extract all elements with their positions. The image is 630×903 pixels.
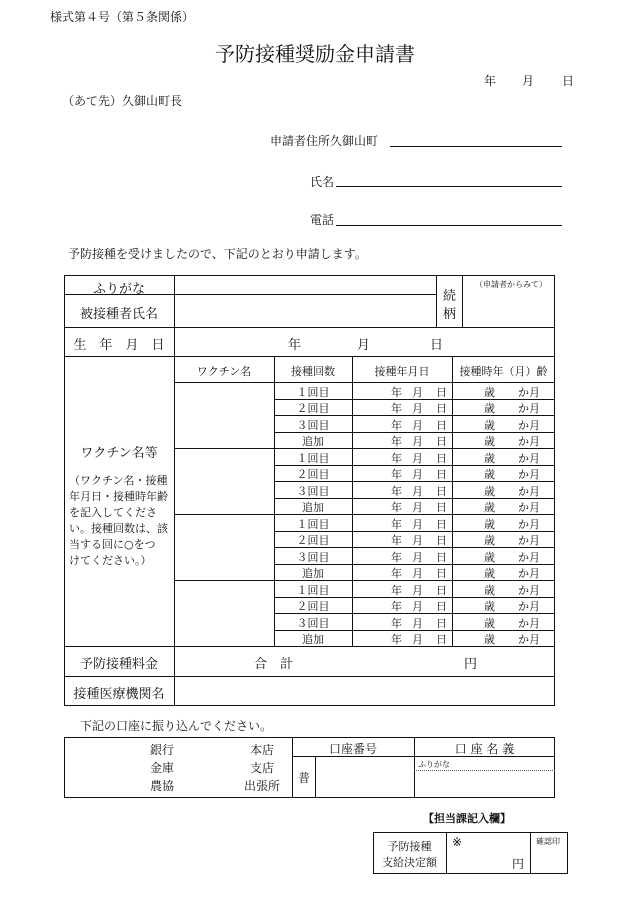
date-month-label: 月 (522, 74, 535, 88)
clinic-label: 接種医療機関名 (73, 687, 165, 702)
account-number-label: 口座番号 (328, 742, 377, 756)
age-year-label: 歳 (484, 517, 495, 531)
bank-name-field[interactable] (68, 740, 146, 795)
account-type-futsu: 普 (298, 771, 311, 785)
dose-day-label: 日 (436, 385, 447, 399)
account-furigana-label: ふりがな (418, 760, 450, 769)
relation-label-2: 柄 (443, 307, 457, 322)
dose-label: 追加 (302, 501, 324, 514)
age-month-label: か月 (518, 600, 540, 613)
dose-year-label: 年 (391, 567, 402, 580)
rule-date-col (352, 356, 353, 646)
dose-label: ３回目 (296, 418, 330, 432)
relation-field[interactable] (465, 292, 551, 324)
age-year-label: 歳 (484, 451, 495, 465)
bank-intro: 下記の口座に振り込んでください。 (80, 719, 273, 733)
dose-year-label: 年 (391, 517, 402, 531)
rule-office-stamp (530, 832, 531, 874)
dose-day-label: 日 (436, 418, 447, 432)
vaccine-name-field[interactable] (178, 584, 270, 642)
age-year-label: 歳 (484, 616, 495, 630)
dose-year-label: 年 (391, 468, 402, 481)
dose-year-label: 年 (391, 633, 402, 646)
dose-label: ２回目 (296, 534, 330, 547)
dose-year-label: 年 (391, 583, 402, 597)
form-number: 様式第４号（第５条関係） (50, 10, 195, 24)
age-year-label: 歳 (484, 550, 495, 564)
age-year-label: 歳 (484, 435, 495, 448)
relation-label-1: 続 (443, 289, 457, 304)
rule-label-col (174, 275, 175, 706)
account-name-label: 口 座 名 義 (454, 742, 515, 756)
vaccine-note-6: けてください。） (69, 554, 152, 567)
rule-age-col (452, 356, 453, 646)
dose-label: ２回目 (296, 600, 330, 613)
dose-label: 追加 (302, 435, 324, 448)
total-label: 合 計 (254, 657, 294, 672)
applicant-address-field[interactable] (390, 146, 562, 147)
total-amount-field[interactable] (320, 650, 460, 672)
bank-type-1: 銀行 (150, 743, 175, 757)
dose-month-label: 月 (412, 385, 423, 399)
dose-month-label: 月 (412, 501, 423, 514)
office-yen: 円 (512, 857, 525, 871)
rule-bank-furigana (414, 770, 555, 771)
rule-dose-row (174, 448, 555, 449)
dose-day-label: 日 (436, 517, 447, 531)
birth-month-label: 月 (357, 338, 371, 353)
age-year-label: 歳 (484, 468, 495, 481)
account-number-field[interactable] (318, 759, 412, 795)
dose-month-label: 月 (412, 418, 423, 432)
dose-year-label: 年 (391, 418, 402, 432)
rule-vaccine-header (174, 382, 555, 383)
birth-day-label: 日 (430, 338, 444, 353)
applicant-phone-field[interactable] (336, 225, 562, 226)
dose-day-label: 日 (436, 402, 447, 415)
form-title: 予防接種奨励金申請書 (215, 42, 415, 66)
age-year-label: 歳 (484, 600, 495, 613)
birth-year-label: 年 (288, 338, 302, 353)
rule-dose-row (174, 580, 555, 581)
intro-text: 予防接種を受けましたので、下記のとおり申請します。 (68, 247, 367, 261)
office-label-1: 予防接種 (387, 840, 432, 853)
age-month-label: か月 (518, 633, 540, 646)
date-day-label: 日 (562, 74, 575, 88)
rule-relation-right (462, 275, 463, 327)
age-month-label: か月 (518, 550, 540, 564)
dose-month-label: 月 (412, 517, 423, 531)
total-yen-label: 円 (464, 657, 478, 672)
rule-office-label (446, 832, 447, 874)
dose-day-label: 日 (436, 501, 447, 514)
rule-bank-futsu (315, 756, 316, 798)
age-month-label: か月 (518, 385, 540, 399)
office-label-2: 支給決定額 (382, 856, 437, 869)
dose-year-label: 年 (391, 550, 402, 564)
age-month-label: か月 (518, 451, 540, 465)
bank-type-3: 農協 (150, 779, 175, 793)
dose-month-label: 月 (412, 534, 423, 547)
header-vaccine-name: ワクチン名 (196, 365, 252, 378)
dose-day-label: 日 (436, 435, 447, 448)
rule-birthday (64, 356, 555, 357)
vaccine-label: ワクチン名等 (80, 446, 158, 461)
dose-label: ２回目 (296, 402, 330, 415)
dose-year-label: 年 (391, 451, 402, 465)
dose-year-label: 年 (391, 484, 402, 498)
dose-month-label: 月 (412, 402, 423, 415)
dose-label: １回目 (296, 517, 330, 531)
branch-type-2: 支店 (250, 761, 275, 775)
age-year-label: 歳 (484, 418, 495, 432)
header-dose: 接種回数 (291, 365, 335, 378)
dose-month-label: 月 (412, 616, 423, 630)
age-year-label: 歳 (484, 385, 495, 399)
dose-year-label: 年 (391, 402, 402, 415)
dose-label: 追加 (302, 633, 324, 646)
dose-month-label: 月 (412, 567, 423, 580)
dose-day-label: 日 (436, 550, 447, 564)
vaccine-name-field[interactable] (178, 452, 270, 510)
dose-month-label: 月 (412, 633, 423, 646)
dose-label: １回目 (296, 451, 330, 465)
age-year-label: 歳 (484, 633, 495, 646)
dose-year-label: 年 (391, 435, 402, 448)
age-month-label: か月 (518, 534, 540, 547)
branch-type-1: 本店 (250, 743, 275, 757)
dose-label: ３回目 (296, 616, 330, 630)
age-month-label: か月 (518, 435, 540, 448)
applicant-name-field[interactable] (336, 186, 562, 187)
addressee: （あて先）久御山町長 (62, 94, 183, 108)
vaccine-note-4: い。接種回数は、該 (69, 522, 168, 535)
dose-year-label: 年 (391, 385, 402, 399)
age-month-label: か月 (518, 616, 540, 630)
dose-label: １回目 (296, 583, 330, 597)
age-month-label: か月 (518, 517, 540, 531)
age-month-label: か月 (518, 501, 540, 514)
age-month-label: か月 (518, 418, 540, 432)
vaccine-note-3: を記入してくださ (69, 506, 157, 519)
dose-day-label: 日 (436, 583, 447, 597)
dose-label: ３回目 (296, 550, 330, 564)
age-year-label: 歳 (484, 567, 495, 580)
dose-day-label: 日 (436, 451, 447, 465)
age-month-label: か月 (518, 484, 540, 498)
applicant-phone-label: 電話 (310, 213, 335, 227)
office-heading: 【担当課記入欄】 (423, 812, 511, 825)
dose-year-label: 年 (391, 600, 402, 613)
vaccine-note-2: 年月日・接種時年齢 (69, 490, 168, 503)
dose-month-label: 月 (412, 451, 423, 465)
dose-month-label: 月 (412, 550, 423, 564)
dose-day-label: 日 (436, 534, 447, 547)
age-year-label: 歳 (484, 402, 495, 415)
bank-type-2: 金庫 (150, 761, 175, 775)
patient-name-field[interactable] (178, 295, 432, 325)
clinic-field[interactable] (178, 679, 550, 703)
dose-label: ２回目 (296, 468, 330, 481)
vaccine-name-field[interactable] (178, 386, 270, 444)
birthday-label: 生 年 月 日 (73, 338, 165, 353)
dose-day-label: 日 (436, 484, 447, 498)
age-month-label: か月 (518, 567, 540, 580)
dose-month-label: 月 (412, 435, 423, 448)
dose-label: １回目 (296, 385, 330, 399)
dose-label: 追加 (302, 567, 324, 580)
age-month-label: か月 (518, 402, 540, 415)
age-month-label: か月 (518, 468, 540, 481)
branch-type-3: 出張所 (244, 779, 281, 793)
dose-year-label: 年 (391, 616, 402, 630)
dose-day-label: 日 (436, 567, 447, 580)
dose-month-label: 月 (412, 468, 423, 481)
dose-day-label: 日 (436, 633, 447, 646)
furigana-label: ふりがな (92, 282, 145, 297)
account-name-field[interactable] (418, 773, 552, 795)
rule-fee (64, 676, 555, 677)
dose-label: ３回目 (296, 484, 330, 498)
relation-note: （申請者からみて） (475, 280, 547, 289)
dose-month-label: 月 (412, 600, 423, 613)
office-mark: ※ (452, 835, 463, 849)
age-year-label: 歳 (484, 583, 495, 597)
age-year-label: 歳 (484, 501, 495, 514)
office-stamp-label: 確認印 (536, 837, 560, 846)
vaccine-note-5: 当する回に○をつ (69, 538, 156, 551)
fee-label: 予防接種料金 (79, 657, 158, 672)
applicant-address-label: 申請者住所久御山町 (270, 134, 379, 148)
dose-day-label: 日 (436, 468, 447, 481)
header-date: 接種年月日 (374, 365, 430, 378)
applicant-name-label: 氏名 (310, 175, 335, 189)
date-year-label: 年 (484, 74, 497, 88)
rule-dose-row (174, 514, 555, 515)
dose-day-label: 日 (436, 600, 447, 613)
rule-name (64, 327, 555, 328)
dose-month-label: 月 (412, 484, 423, 498)
dose-year-label: 年 (391, 501, 402, 514)
patient-name-label: 被接種者氏名 (79, 307, 158, 322)
rule-relation-left (436, 275, 437, 327)
dose-year-label: 年 (391, 534, 402, 547)
age-year-label: 歳 (484, 484, 495, 498)
age-year-label: 歳 (484, 534, 495, 547)
dose-day-label: 日 (436, 616, 447, 630)
header-age: 接種時年（月）齢 (459, 365, 548, 378)
vaccine-note-1: （ワクチン名・接種 (69, 474, 168, 487)
vaccine-name-field[interactable] (178, 518, 270, 576)
branch-name-field[interactable] (180, 740, 240, 795)
age-month-label: か月 (518, 583, 540, 597)
dose-month-label: 月 (412, 583, 423, 597)
